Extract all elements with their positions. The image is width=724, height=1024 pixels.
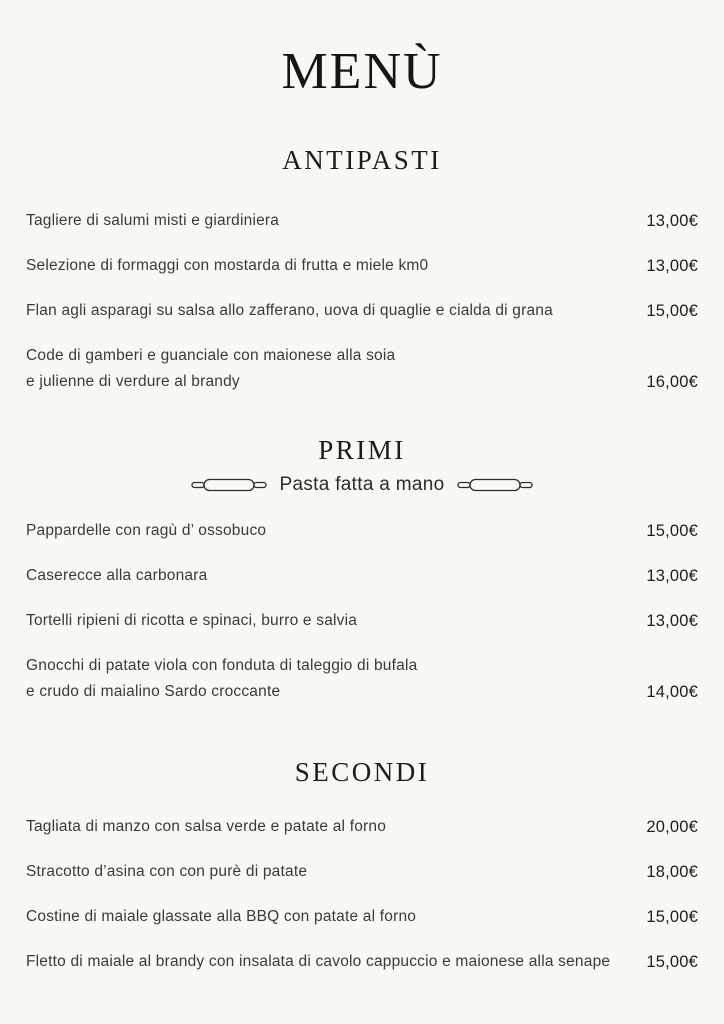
item-line: Tortelli ripieni di ricotta e spinaci, burro e salvia [26, 612, 358, 629]
antipasti-items [26, 208, 698, 395]
item-price: 15,00€ [646, 522, 698, 540]
item-line: Tagliere di salumi misti e giardiniera [26, 212, 280, 229]
item-line: Stracotto d’asina con con purè di patate [26, 863, 308, 880]
item-line: Flan agli asparagi su salsa allo zafferano, uova di quaglie e cialda di grana [26, 302, 553, 319]
menu-item [26, 208, 698, 234]
menu-item [26, 949, 698, 975]
item-line: Code di gamberi e guanciale con maionese alla soia [26, 347, 396, 364]
menu-item [26, 563, 698, 589]
item-price: 13,00€ [646, 567, 698, 585]
item-price: 15,00€ [646, 302, 698, 320]
primi-subtitle-row [26, 474, 698, 496]
item-line: Costine di maiale glassate alla BBQ con patate al forno [26, 908, 417, 925]
item-line: Tagliata di manzo con salsa verde e patate al forno [26, 818, 387, 835]
menu-item [26, 608, 698, 634]
item-price: 15,00€ [646, 953, 698, 971]
menu-item [26, 518, 698, 544]
menu-item [26, 298, 698, 324]
menu-item [26, 343, 698, 395]
item-price: 13,00€ [646, 212, 698, 230]
section-secondi-title: SECONDI [294, 757, 430, 787]
item-price: 13,00€ [646, 257, 698, 275]
section-secondi [26, 757, 698, 975]
item-line: e crudo di maialino Sardo croccante [26, 683, 281, 700]
menu-item [26, 814, 698, 840]
item-line: e julienne di verdure al brandy [26, 373, 240, 390]
item-price: 18,00€ [646, 863, 698, 881]
item-line: Pappardelle con ragù d’ ossobuco [26, 522, 267, 539]
menu-item [26, 904, 698, 930]
menu-title: MENÙ [281, 43, 443, 100]
section-primi-title: PRIMI [318, 435, 406, 465]
item-price: 13,00€ [646, 612, 698, 630]
menu-item [26, 653, 698, 705]
primi-subtitle: Pasta fatta a mano [279, 474, 445, 495]
item-line: Fletto di maiale al brandy con insalata di cavolo cappuccio e maionese alla senape [26, 953, 611, 970]
item-price: 16,00€ [646, 373, 698, 391]
section-primi [26, 435, 698, 705]
menu-item [26, 253, 698, 279]
rolling-pin-icon [456, 476, 534, 494]
item-line: Selezione di formaggi con mostarda di frutta e miele km0 [26, 257, 429, 274]
item-line: Caserecce alla carbonara [26, 567, 208, 584]
item-price: 15,00€ [646, 908, 698, 926]
item-line: Gnocchi di patate viola con fonduta di taleggio di bufala [26, 657, 418, 674]
section-antipasti [26, 145, 698, 395]
primi-items [26, 518, 698, 705]
secondi-items [26, 814, 698, 975]
item-price: 20,00€ [646, 818, 698, 836]
item-price: 14,00€ [646, 683, 698, 701]
section-antipasti-title: ANTIPASTI [282, 145, 442, 175]
rolling-pin-icon [190, 476, 268, 494]
menu-item [26, 859, 698, 885]
